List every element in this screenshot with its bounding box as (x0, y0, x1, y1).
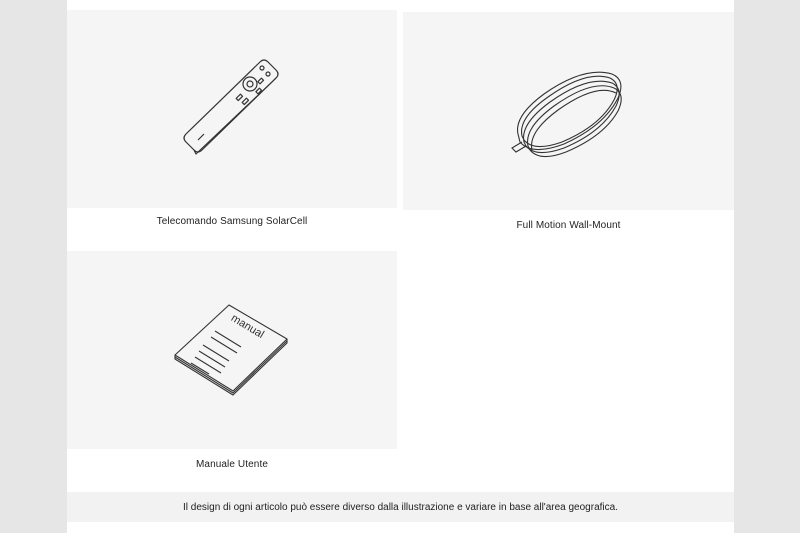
manual-icon (167, 295, 297, 405)
left-margin (0, 0, 67, 533)
cable-image (403, 12, 734, 210)
manual-cover-text: manual (228, 312, 266, 342)
remote-control-icon (172, 54, 292, 164)
disclaimer-text: Il design di ogni articolo può essere diverso dalla illustrazione e variare in base all'area geografica. (183, 501, 618, 513)
accessories-panel (67, 0, 734, 533)
cable-coil-icon (504, 56, 634, 166)
wall-mount-caption: Full Motion Wall-Mount (516, 220, 621, 231)
disclaimer-bar (67, 492, 734, 522)
remote-image (67, 10, 397, 208)
right-margin (734, 0, 800, 533)
manual-image (67, 251, 397, 449)
manual-caption: Manuale Utente (195, 459, 268, 470)
remote-caption: Telecomando Samsung SolarCell (156, 216, 308, 227)
